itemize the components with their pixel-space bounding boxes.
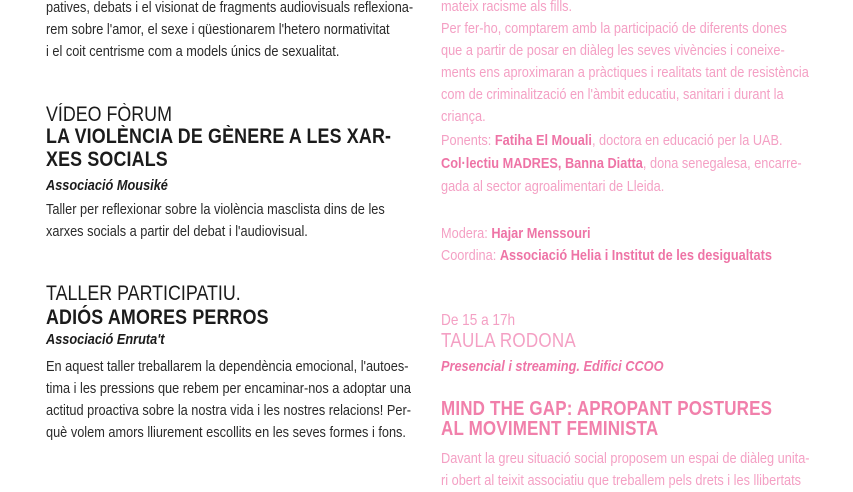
session-type: TAULA RODONA — [441, 330, 577, 352]
moderator-label: Modera: — [441, 225, 492, 242]
video-forum-organizer: Associació Mousiké — [46, 177, 168, 194]
moderator-name: Hajar Menssouri — [491, 225, 591, 242]
video-forum-title: LA VIOLÈNCIA DE GÈNERE A LES XAR- XES SOCIALS — [46, 125, 392, 171]
speaker2-name: Col·lectiu MADRES, Banna Diatta — [441, 155, 643, 172]
speakers-label: Ponents: — [441, 132, 495, 149]
speakers-block — [441, 129, 802, 198]
speaker1-description: , doctora en educació per la UAB. — [591, 132, 783, 149]
taller-title: ADIÓS AMORES PERROS — [46, 306, 269, 329]
video-forum-kicker: VÍDEO FÒRUM — [46, 103, 172, 126]
session-format: Presencial i streaming. Edifici CCOO — [441, 358, 664, 375]
session-time: De 15 a 17h — [441, 312, 516, 329]
credits-block — [441, 223, 772, 267]
speaker2-description: , dona senegalesa, encarre- — [642, 155, 802, 172]
taller-description: En aquest taller treballarem la dependència emocional, l'autoes- tima i les pressions que rebem per encaminar-nos a adoptar una actitud proactiva sobre la nostra vida i les nostres relacions! Per- què volem amors lliurement escollits en les seves formes i fons. — [46, 358, 411, 441]
speaker1-name: Fatiha El Mouali — [494, 132, 592, 149]
coordinator-name: Associació Helia i Institut de les desigualtats — [499, 247, 772, 264]
speaker2-description-continued: gada al sector agroalimentari de Lleida. — [441, 178, 665, 195]
left-intro-paragraph: patives, debats i el visionat de fragments audiovisuals reflexiona- rem sobre l'amor, el sexe i qüestionarem l'hetero normativitat i el coit centrisme com a models únics de sexualitat. — [46, 0, 414, 60]
video-forum-description: Taller per reflexionar sobre la violència masclista dins de les xarxes socials a partir del debat i l'audiovisual. — [46, 201, 385, 240]
taller-kicker: TALLER PARTICIPATIU. — [46, 282, 241, 305]
right-intro-paragraph: mateix racisme als fills. Per fer-ho, comptarem amb la participació de diferents dones que a partir de posar en diàleg les seves vivències i coneixe- ments ens aproximaran a pràctiques i realitats tant de resistència com de criminalització en l'àmbit educatiu, sanitari i durant la criança. — [441, 0, 809, 125]
coordinator-label: Coordina: — [441, 247, 500, 264]
mind-the-gap-description: Davant la greu situació social proposem un espai de diàleg unita- ri obert al teixit associatiu que treballem pels drets i les llibertats — [441, 450, 810, 489]
mind-the-gap-title: MIND THE GAP: APROPANT POSTURES AL MOVIMENT FEMINISTA — [441, 398, 773, 440]
taller-organizer: Associació Enruta't — [46, 331, 165, 348]
